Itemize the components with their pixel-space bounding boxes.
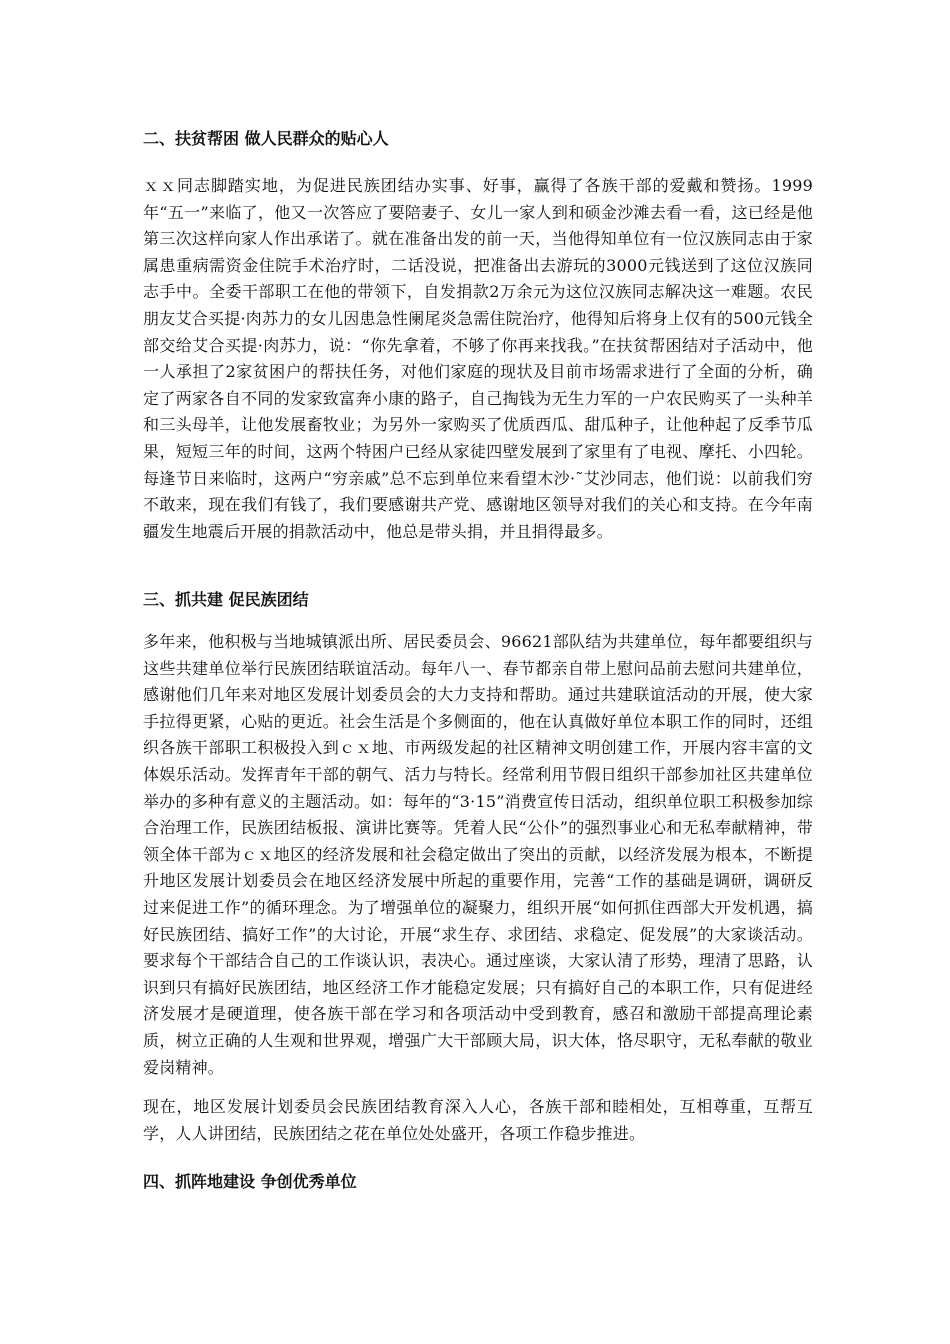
section-3-paragraph-1: 多年来，他积极与当地城镇派出所、居民委员会、96621部队结为共建单位，每年都要组织与这些共建单位举行民族团结联谊活动。每年八一、春节都亲自带上慰问品前去慰问共建单位，感谢他们几年来对地区发展计划委员会的大力支持和帮助。通过共建联谊活动的开展，使大家手拉得更紧，心贴的更近。社会生活是个多侧面的，他在认真做好单位本职工作的同时，还组织各族干部职工积极投入到ｃｘ地、市两级发起的社区精神文明创建工作，开展内容丰富的文体娱乐活动。发挥青年干部的朝气、活力与特长。经常利用节假日组织干部参加社区共建单位举办的多种有意义的主题活动。如：每年的“3·15”消费宣传日活动，组织单位职工积极参加综合治理工作，民族团结板报、演讲比赛等。凭着人民“公仆”的强烈事业心和无私奉献精神，带领全体干部为ｃｘ地区的经济发展和社会稳定做出了突出的贡献，以经济发展为根本，不断提升地区发展计划委员会在地区经济发展中所起的重要作用，完善“工作的基础是调研，调研反过来促进工作”的循环理念。为了增强单位的凝聚力，组织开展“如何抓住西部大开发机遇，搞好民族团结、搞好工作”的大讨论，开展“求生存、求团结、求稳定、促发展”的大家谈活动。要求每个干部结合自己的工作谈认识，表决心。通过座谈，大家认清了形势，理清了思路，认识到只有搞好民族团结，地区经济工作才能稳定发展；只有搞好自己的本职工作，只有促进经济发展才是硬道理，使各族干部在学习和各项活动中受到教育，感召和激励干部提高理论素质，树立正确的人生观和世界观，增强广大干部顾大局，识大体，恪尽职守，无私奉献的敬业爱岗精神。 [143,632,813,1077]
section-4-heading: 四、抓阵地建设 争创优秀单位 [143,1172,357,1191]
section-3-heading: 三、抓共建 促民族团结 [143,590,309,609]
section-2-paragraph: ｘｘ同志脚踏实地，为促进民族团结办实事、好事，赢得了各族干部的爱戴和赞扬。1999年“五一”来临了，他又一次答应了要陪妻子、女儿一家人到和硕金沙滩去看一看，这已经是他第三次这样向家人作出承诺了。就在准备出发的前一天，当他得知单位有一位汉族同志由于家属患重病需资金住院手术治疗时，二话没说，把准备出去游玩的3000元钱送到了这位汉族同志手中。全委干部职工在他的带领下，自发捐款2万余元为这位汉族同志解决这一难题。农民朋友艾合买提·肉苏力的女儿因患急性阑尾炎急需住院治疗，他得知后将身上仅有的500元钱全部交给艾合买提·肉苏力，说：“你先拿着，不够了你再来找我。”在扶贫帮困结对子活动中，他一人承担了2家贫困户的帮扶任务，对他们家庭的现状及目前市场需求进行了全面的分析，确定了两家各自不同的发家致富奔小康的路子，自己掏钱为无生力军的一户农民购买了一头种羊和三头母羊，让他发展畜牧业；为另外一家购买了优质西瓜、甜瓜种子，让他种起了反季节瓜果，短短三年的时间，这两个特困户已经从家徒四壁发展到了家里有了电视、摩托、小四轮。每逢节日来临时，这两户“穷亲戚”总不忘到单位来看望木沙·˜艾沙同志，他们说：以前我们穷不敢来，现在我们有钱了，我们要感谢共产党、感谢地区领导对我们的关心和支持。在今年南疆发生地震后开展的捐款活动中，他总是带头捐，并且捐得最多。 [143,176,813,541]
section-3-paragraph-2: 现在，地区发展计划委员会民族团结教育深入人心，各族干部和睦相处，互相尊重，互帮互学，人人讲团结，民族团结之花在单位处处盛开，各项工作稳步推进。 [143,1097,813,1143]
section-2-heading: 二、扶贫帮困 做人民群众的贴心人 [143,129,389,148]
